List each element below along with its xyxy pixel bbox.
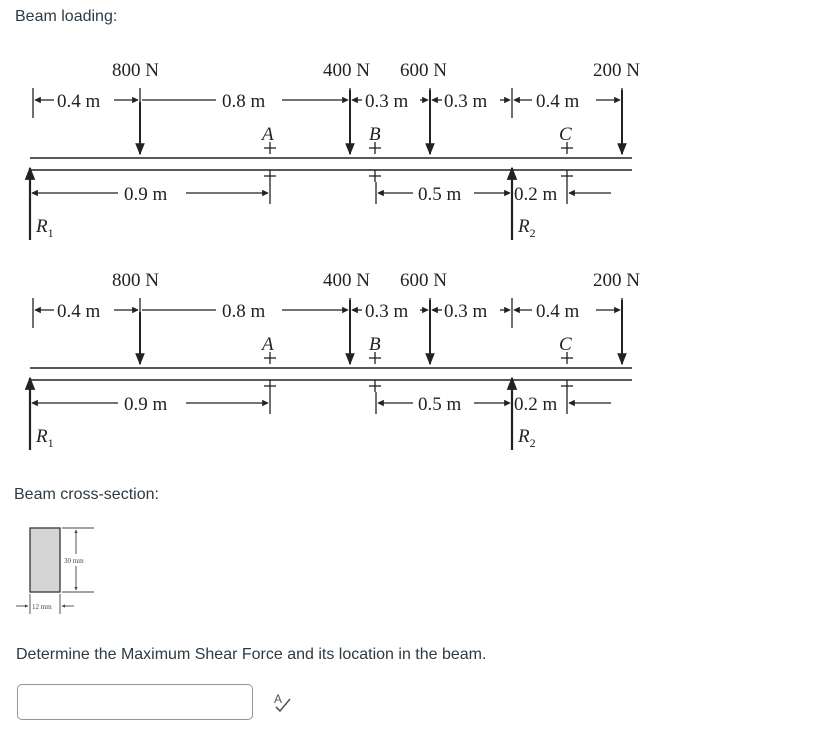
beam-diagram-1 [0, 50, 814, 250]
dim-0-2m: 0.2 m [514, 394, 558, 415]
dim-0-3m-first: 0.3 m [365, 91, 409, 112]
load-400n: 400 N [323, 60, 370, 81]
section-rectangle [30, 528, 60, 592]
point-a: A [262, 334, 274, 355]
dim-0-4m-right: 0.4 m [536, 301, 580, 322]
cross-section-diagram [0, 520, 110, 620]
dim-0-8m: 0.8 m [222, 301, 266, 322]
dim-0-4m-left: 0.4 m [57, 91, 101, 112]
reaction-r2: $R_2$ [518, 216, 536, 240]
dim-0-8m: 0.8 m [222, 91, 266, 112]
load-800n: 800 N [112, 60, 159, 81]
width-dimension: 12 mm [32, 603, 52, 611]
dim-0-9m: 0.9 m [124, 184, 168, 205]
dim-0-5m: 0.5 m [418, 394, 462, 415]
load-200n: 200 N [593, 270, 640, 291]
dim-0-4m-right: 0.4 m [536, 91, 580, 112]
dim-0-5m: 0.5 m [418, 184, 462, 205]
reaction-r2: $R_2$ [518, 426, 536, 450]
dim-0-9m: 0.9 m [124, 394, 168, 415]
reaction-r1: $R_1$ [36, 426, 54, 450]
beam-loading-label: Beam loading: [15, 8, 118, 25]
point-b: B [369, 334, 381, 355]
point-c: C [559, 334, 572, 355]
cross-section-label: Beam cross-section: [14, 486, 159, 503]
point-b: B [369, 124, 381, 145]
point-a: A [262, 124, 274, 145]
reaction-r1: $R_1$ [36, 216, 54, 240]
load-800n: 800 N [112, 270, 159, 291]
dim-0-3m-second: 0.3 m [444, 301, 488, 322]
load-600n: 600 N [400, 270, 447, 291]
point-c: C [559, 124, 572, 145]
height-dimension: 30 mm [64, 557, 84, 565]
beam-diagram-2 [0, 260, 814, 460]
dim-0-4m-left: 0.4 m [57, 301, 101, 322]
question-text: Determine the Maximum Shear Force and its location in the beam. [16, 646, 487, 663]
load-600n: 600 N [400, 60, 447, 81]
svg-text:A: A [274, 692, 283, 706]
load-400n: 400 N [323, 270, 370, 291]
answer-input[interactable] [17, 684, 253, 720]
dim-0-3m-second: 0.3 m [444, 91, 488, 112]
dim-0-2m: 0.2 m [514, 184, 558, 205]
spell-check-icon[interactable] [270, 690, 294, 714]
load-200n: 200 N [593, 60, 640, 81]
dim-0-3m-first: 0.3 m [365, 301, 409, 322]
